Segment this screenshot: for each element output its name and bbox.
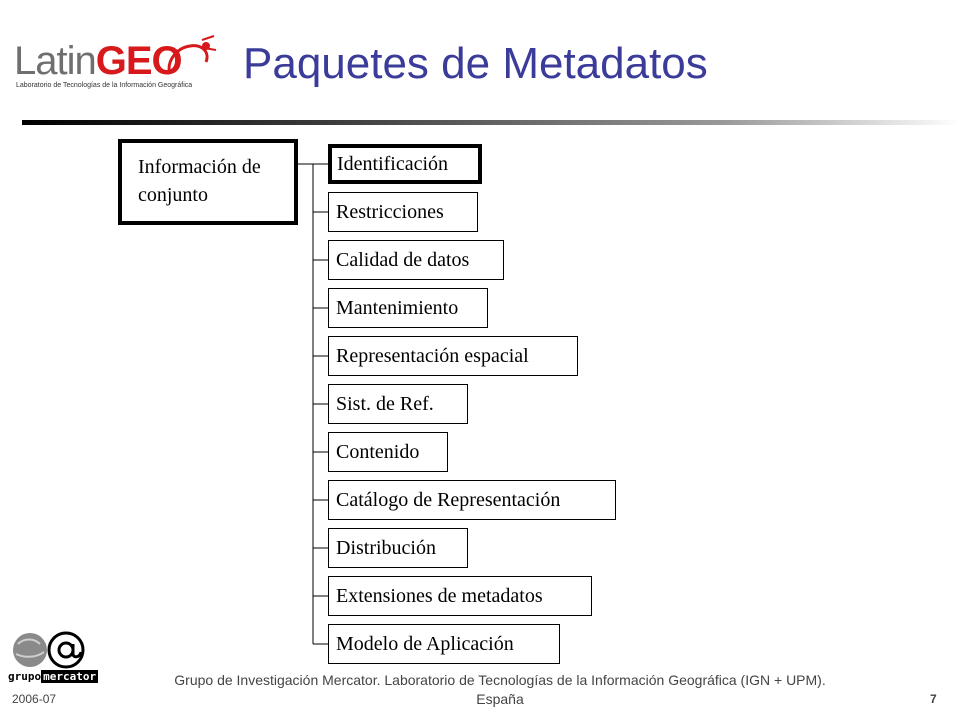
child-node-calidad-de-datos: Calidad de datos [328,240,504,280]
child-node-distribucion: Distribución [328,528,468,568]
footer-text-line2: España [476,691,524,707]
at-sign-icon [8,630,98,670]
child-node-contenido: Contenido [328,432,448,472]
root-node-label-line1: Información de [138,156,261,178]
footer-text [125,671,875,709]
page-number: 7 [930,692,937,706]
child-node-mantenimiento: Mantenimiento [328,288,488,328]
footer-text-line1: Grupo de Investigación Mercator. Laboratorio de Tecnologías de la Información Geográfica (IGN + UPM). [174,672,826,688]
child-node-catalogo-de-representacion: Catálogo de Representación [328,480,616,520]
child-node-restricciones: Restricciones [328,192,478,232]
footer-date: 2006-07 [12,692,57,706]
grupo-mercator-logo [8,630,98,686]
child-node-sist-de-ref: Sist. de Ref. [328,384,468,424]
mercator-name-text: mercator [43,670,97,683]
child-node-identificacion: Identificación [328,144,482,184]
child-node-modelo-de-aplicacion: Modelo de Aplicación [328,624,560,664]
root-node-informacion-de-conjunto [118,139,298,225]
logo-geo-text: GEO [95,39,182,83]
logo-latin-text: Latin [14,39,96,83]
child-node-extensiones-de-metadatos: Extensiones de metadatos [328,576,592,616]
child-node-representacion-espacial: Representación espacial [328,336,578,376]
page-title: Paquetes de Metadatos [243,39,708,88]
mercator-wordmark [8,670,98,684]
mercator-grupo-text: grupo [8,670,42,683]
logo-subtitle: Laboratorio de Tecnologías de la Información Geográfica [16,82,193,89]
root-node-label-line2: conjunto [138,184,208,206]
